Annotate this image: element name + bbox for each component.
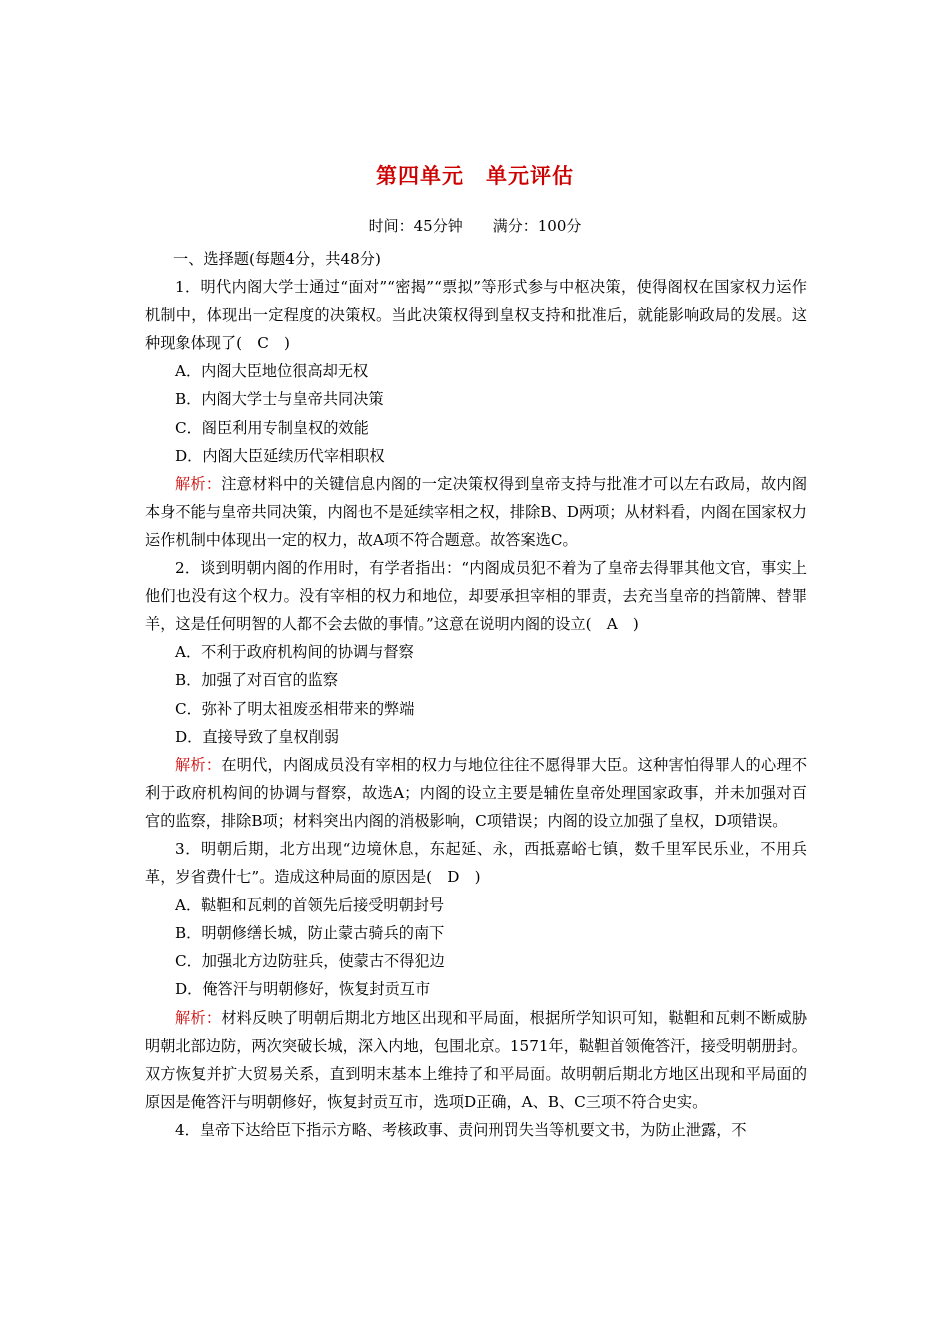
question-1-option-b: B．内阁大学士与皇帝共同决策 — [175, 390, 384, 409]
question-1-analysis-text: 注意材料中的关键信息内阁的一定决策权得到皇帝支持与批准才可以左右政局，故内阁本身不能与皇帝共同决策，内阁也不是延续宰相之权，排除B、D两项；从材料看，内阁在国家权力运作机制中体现出一定的权力，故A项不符合题意。故答案选C。 — [145, 474, 808, 549]
question-2-analysis-text: 在明代，内阁成员没有宰相的权力与地位往往不愿得罪大臣。这种害怕得罪人的心理不利于政府机构间的协调与督察，故选A；内阁的设立主要是辅佐皇帝处理国家政事，并未加强对百官的监察，排除B项；材料突出内阁的消极影响，C项错误；内阁的设立加强了皇权，D项错误。 — [145, 755, 808, 830]
question-1-option-a: A．内阁大臣地位很高却无权 — [175, 362, 369, 381]
question-3-option-d: D．俺答汗与明朝修好，恢复封贡互市 — [175, 980, 431, 999]
analysis-label: 解析： — [175, 755, 222, 774]
question-3-option-a: A．鞑靼和瓦剌的首领先后接受明朝封号 — [175, 896, 445, 915]
question-1-option-d: D．内阁大臣延续历代宰相职权 — [175, 446, 385, 465]
question-2-option-c: C．弥补了明太祖废丞相带来的弊端 — [175, 699, 415, 718]
question-2-option-b: B．加强了对百官的监察 — [175, 671, 339, 690]
question-3-stem: 3．明朝后期，北方出现“边境休息，东起延、永，西抵嘉峪七镇，数千里军民乐业，不用兵革，岁省费什七”。造成这种局面的原因是( D ) — [145, 839, 807, 887]
question-1-stem: 1．明代内阁大学士通过“面对”“密揭”“票拟”等形式参与中枢决策，使得阁权在国家权力运作机制中，体现出一定程度的决策权。当此决策权得到皇权支持和批准后，就能影响政局的发展。这种现象体现了( C ) — [145, 278, 807, 353]
question-2-analysis — [145, 751, 807, 835]
section-heading: 一、选择题(每题4分，共48分) — [173, 250, 381, 268]
question-3-analysis — [145, 1004, 807, 1116]
question-2-option-a: A．不利于政府机构间的协调与督察 — [175, 643, 414, 662]
question-1-analysis — [145, 470, 807, 554]
page-title: 第四单元 单元评估 — [376, 163, 574, 188]
analysis-label: 解析： — [175, 474, 222, 493]
question-1-option-c: C．阁臣利用专制皇权的效能 — [175, 418, 369, 437]
question-3-analysis-text: 材料反映了明朝后期北方地区出现和平局面，根据所学知识可知，鞑靼和瓦剌不断威胁明朝北部边防，两次突破长城，深入内地，包围北京。1571年，鞑靼首领俺答汗，接受明朝册封。双方恢复并扩大贸易关系，直到明末基本上维持了和平局面。故明朝后期北方地区出现和平局面的原因是俺答汗与明朝修好，恢复封贡互市，选项D正确，A、B、C三项不符合史实。 — [145, 1008, 808, 1111]
question-4-stem: 4．皇帝下达给臣下指示方略、考核政事、责问刑罚失当等机要文书，为防止泄露，不 — [175, 1120, 747, 1139]
question-3-option-b: B．明朝修缮长城，防止蒙古骑兵的南下 — [175, 924, 445, 943]
document-body — [145, 245, 807, 1144]
analysis-label: 解析： — [175, 1008, 222, 1027]
question-3-option-c: C．加强北方边防驻兵，使蒙古不得犯边 — [175, 952, 445, 971]
exam-meta: 时间：45分钟 满分：100分 — [368, 217, 582, 235]
question-2-option-d: D．直接导致了皇权削弱 — [175, 727, 340, 746]
question-2-stem: 2．谈到明朝内阁的作用时，有学者指出：“内阁成员犯不着为了皇帝去得罪其他文官，事实上他们也没有这个权力。没有宰相的权力和地位，却要承担宰相的罪责，去充当皇帝的挡箭牌、替罪羊，这是任何明智的人都不会去做的事情。”这意在说明内阁的设立( A ) — [145, 559, 807, 634]
